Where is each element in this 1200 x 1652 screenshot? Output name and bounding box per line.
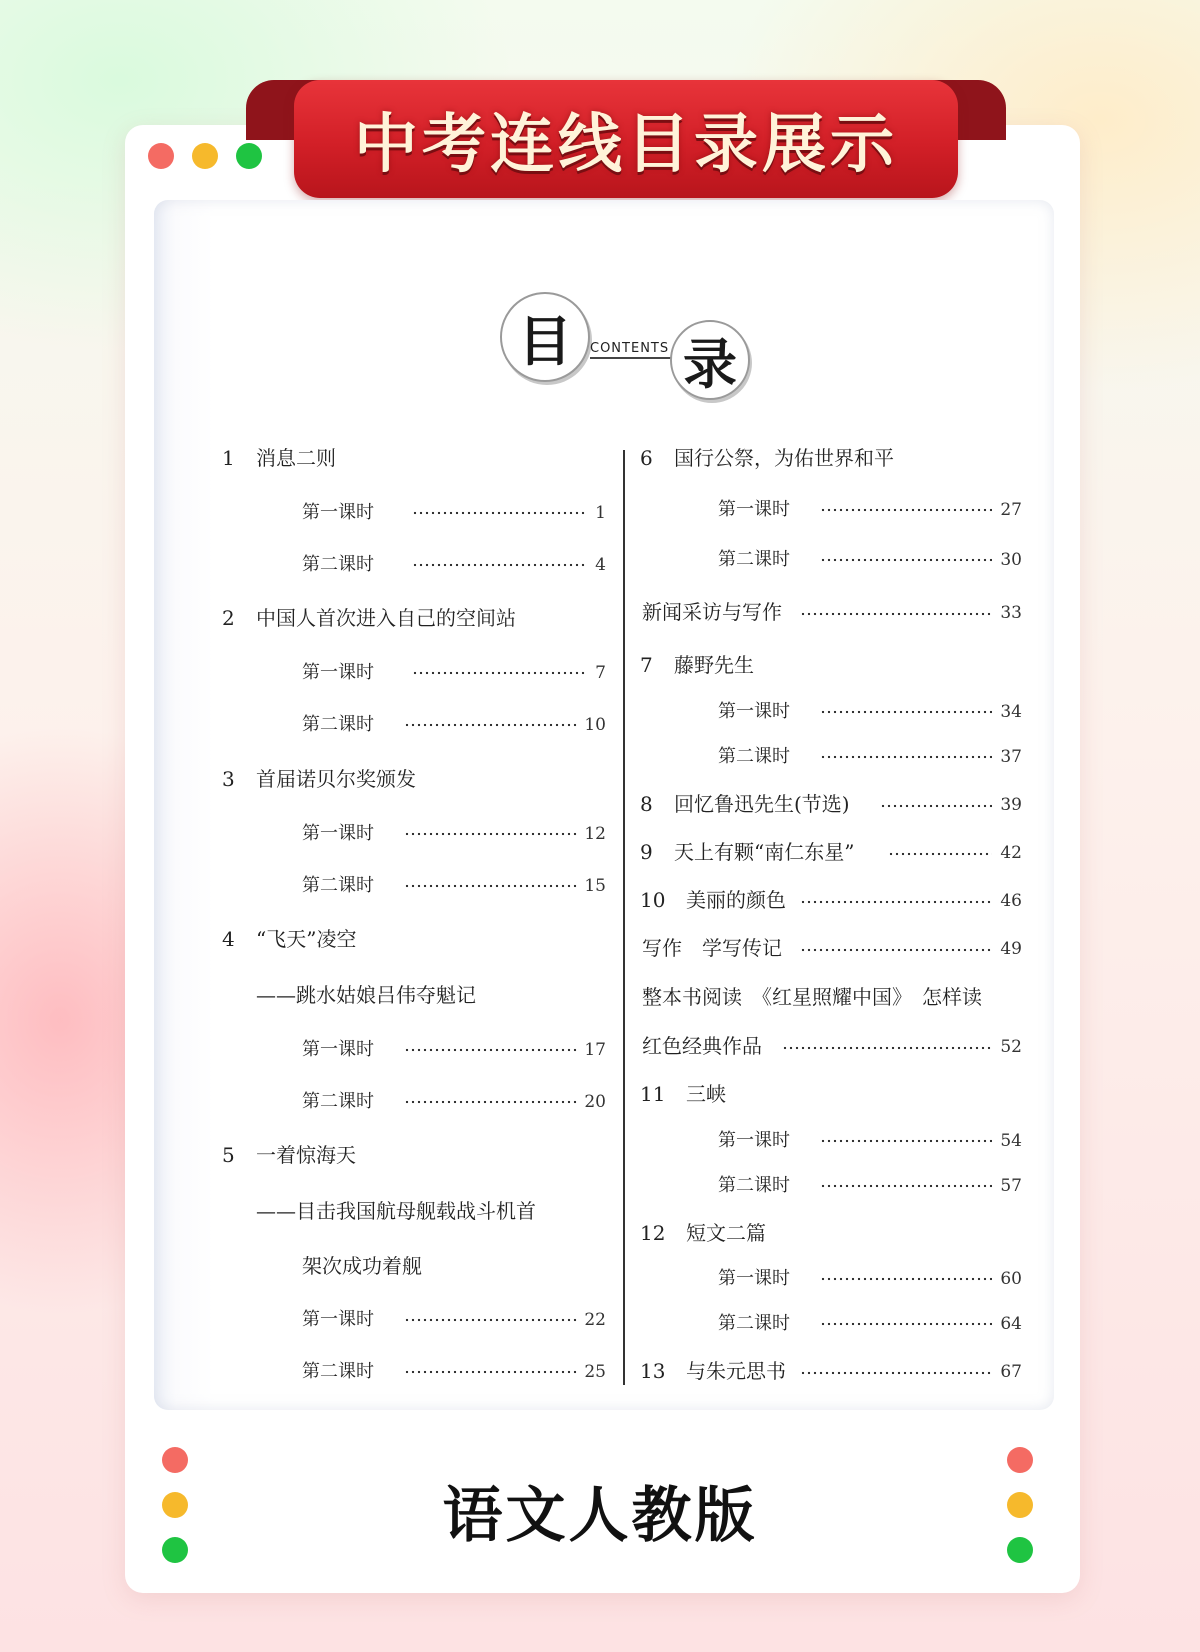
- leader-dots: [880, 804, 992, 808]
- entry-subtitle: ——目击我国航母舰载战斗机首: [256, 1199, 536, 1223]
- leader-dots: [820, 755, 992, 759]
- leader-dots: [820, 710, 992, 714]
- toc-sub-label: 第一课时: [302, 823, 374, 844]
- leader-dots: [800, 900, 992, 904]
- leader-dots: [820, 1139, 992, 1143]
- leader-dots: [820, 1277, 992, 1281]
- toc-entry-writing: 写作 学写传记: [642, 936, 782, 960]
- toc-entry-13: [640, 1359, 786, 1383]
- leader-dots: [404, 1048, 578, 1052]
- toc-sub-label: 第二课时: [302, 714, 374, 735]
- banner: [294, 80, 958, 198]
- leader-dots: [782, 1046, 992, 1050]
- page-number: 42: [1000, 843, 1022, 863]
- leader-dots: [412, 563, 586, 567]
- entry-number: 6: [640, 446, 653, 470]
- entry-title: 国行公祭，为佑世界和平: [674, 446, 894, 470]
- leader-dots: [820, 508, 992, 512]
- leader-dots: [820, 1322, 992, 1326]
- entry-number: 5: [222, 1143, 235, 1167]
- page-number: 37: [1000, 747, 1022, 767]
- contents-char-1: 目: [500, 292, 590, 382]
- leader-dots: [404, 884, 578, 888]
- toc-entry-6: [640, 446, 894, 470]
- edition-title: 语文人教版: [442, 1481, 758, 1551]
- toc-entry-11: [640, 1082, 726, 1106]
- page-number: 7: [595, 663, 606, 683]
- page-number: 49: [1000, 939, 1022, 959]
- leader-dots: [412, 671, 586, 675]
- contents-char-2: 录: [670, 320, 750, 400]
- toc-sub-label: 第二课时: [302, 554, 374, 575]
- leader-dots: [404, 832, 578, 836]
- entry-number: 2: [222, 606, 235, 630]
- entry-number: 8: [640, 792, 653, 816]
- toc-sub-label: 第一课时: [718, 499, 790, 520]
- entry-title: 与朱元思书: [686, 1359, 786, 1383]
- page-number: 4: [595, 555, 606, 575]
- entry-number: 1: [222, 446, 235, 470]
- page-number: 22: [584, 1310, 606, 1330]
- page-number: 39: [1000, 795, 1022, 815]
- entry-title: 中国人首次进入自己的空间站: [256, 606, 516, 630]
- toc-sub-label: 第二课时: [302, 1091, 374, 1112]
- toc-entry-4: [222, 927, 356, 951]
- leader-dots: [404, 1100, 578, 1104]
- leader-dots: [412, 511, 586, 515]
- entry-number: 13: [640, 1359, 666, 1383]
- leader-dots: [404, 1370, 578, 1374]
- page-number: 34: [1000, 702, 1022, 722]
- toc-entry-book-cont: 红色经典作品: [642, 1034, 762, 1058]
- column-divider: [623, 450, 625, 1385]
- leader-dots: [820, 1184, 992, 1188]
- toc-sub-label: 第二课时: [302, 875, 374, 896]
- toc-sub-label: 第二课时: [718, 1313, 790, 1334]
- toc-entry-news: 新闻采访与写作: [642, 600, 782, 624]
- toc-sub-label: 第一课时: [302, 502, 374, 523]
- window-close-dot: [148, 143, 174, 169]
- leader-dots: [404, 1318, 578, 1322]
- toc-sub-label: 第二课时: [718, 746, 790, 767]
- entry-title: “飞天”凌空: [256, 927, 357, 951]
- entry-title: 天上有颗“南仁东星”: [674, 840, 855, 864]
- page-number: 64: [1000, 1314, 1022, 1334]
- entry-title: 回忆鲁迅先生(节选): [674, 792, 850, 816]
- page-number: 52: [1000, 1037, 1022, 1057]
- entry-number: 10: [640, 888, 666, 912]
- page-number: 67: [1000, 1362, 1022, 1382]
- page-number: 10: [584, 715, 606, 735]
- page-number: 25: [584, 1362, 606, 1382]
- page-number: 46: [1000, 891, 1022, 911]
- banner-title: 中考连线目录展示: [354, 108, 898, 182]
- entry-title: 藤野先生: [674, 653, 754, 677]
- entry-title: 首届诺贝尔奖颁发: [256, 767, 416, 791]
- entry-number: 4: [222, 927, 235, 951]
- entry-title: 短文二篇: [686, 1221, 766, 1245]
- page-number: 60: [1000, 1269, 1022, 1289]
- leader-dots: [404, 723, 578, 727]
- toc-entry-5: [222, 1143, 356, 1167]
- entry-title: 美丽的颜色: [686, 888, 786, 912]
- toc-entry-12: [640, 1221, 766, 1245]
- entry-number: 9: [640, 840, 653, 864]
- toc-sub-label: 第二课时: [718, 549, 790, 570]
- toc-sub-label: 第一课时: [302, 1309, 374, 1330]
- toc-entry-8: [640, 792, 850, 816]
- leader-dots: [800, 948, 992, 952]
- page-number: 27: [1000, 500, 1022, 520]
- entry-number: 3: [222, 767, 235, 791]
- toc-sub-label: 第一课时: [302, 1039, 374, 1060]
- entry-number: 12: [640, 1221, 666, 1245]
- entry-subtitle: ——跳水姑娘吕伟夺魁记: [256, 983, 476, 1007]
- page-number: 54: [1000, 1131, 1022, 1151]
- leader-dots: [800, 1371, 992, 1375]
- contents-logo: [500, 288, 760, 408]
- toc-entry-2: [222, 606, 516, 630]
- entry-number: 11: [640, 1082, 666, 1106]
- entry-title: 一着惊海天: [256, 1143, 356, 1167]
- toc-entry-10: [640, 888, 786, 912]
- leader-dots: [800, 612, 992, 616]
- toc-sub-label: 第一课时: [718, 701, 790, 722]
- window-maximize-dot: [236, 143, 262, 169]
- toc-sub-label: 第一课时: [718, 1130, 790, 1151]
- toc-entry-3: [222, 767, 416, 791]
- contents-word: CONTENTS: [590, 341, 676, 359]
- entry-title: 消息二则: [256, 446, 336, 470]
- page-number: 12: [584, 824, 606, 844]
- toc-entry-book: 整本书阅读 《红星照耀中国》 怎样读: [642, 985, 982, 1009]
- page-number: 30: [1000, 550, 1022, 570]
- window-minimize-dot: [192, 143, 218, 169]
- entry-number: 7: [640, 653, 653, 677]
- toc-sub-label: 第一课时: [302, 662, 374, 683]
- toc-sub-label: 第一课时: [718, 1268, 790, 1289]
- toc-entry-9: [640, 840, 854, 864]
- page-number: 33: [1000, 603, 1022, 623]
- page-number: 17: [584, 1040, 606, 1060]
- leader-dots: [888, 852, 992, 856]
- toc-entry-1: [222, 446, 336, 470]
- entry-title: 三峡: [686, 1082, 726, 1106]
- toc-entry-7: [640, 653, 754, 677]
- toc-sub-label: 第二课时: [302, 1361, 374, 1382]
- entry-subtitle-cont: 架次成功着舰: [302, 1254, 422, 1278]
- page-number: 15: [584, 876, 606, 896]
- page-number: 20: [584, 1092, 606, 1112]
- leader-dots: [820, 558, 992, 562]
- toc-sub-label: 第二课时: [718, 1175, 790, 1196]
- page-number: 57: [1000, 1176, 1022, 1196]
- page-number: 1: [595, 503, 606, 523]
